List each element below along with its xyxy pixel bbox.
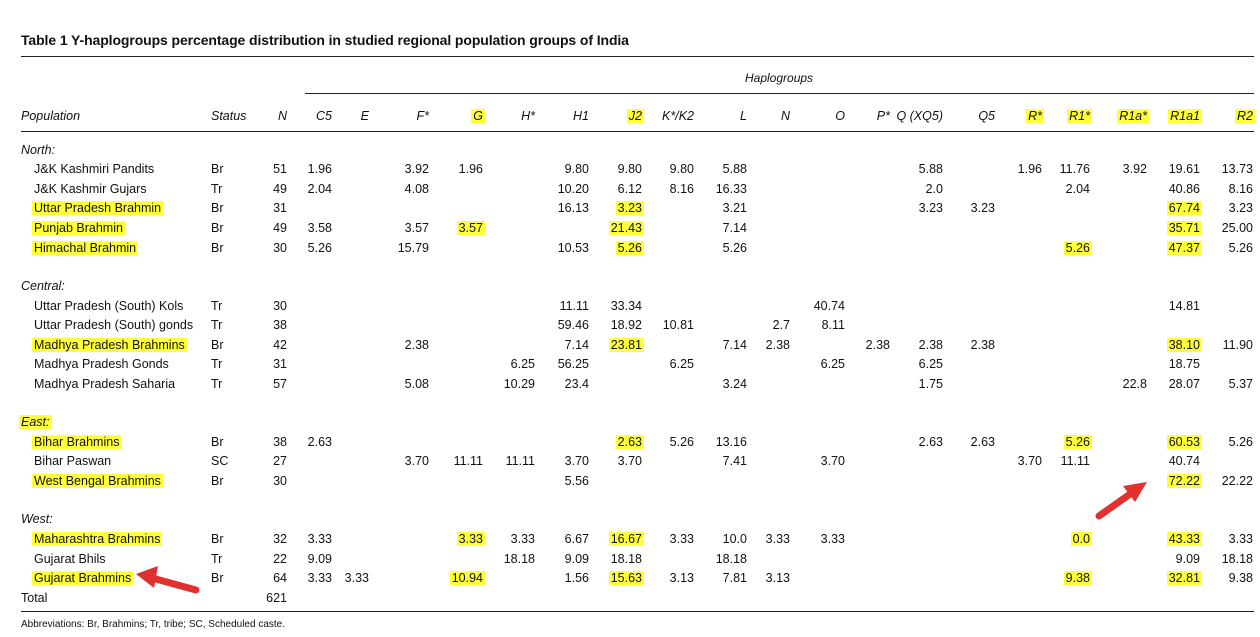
haplogroup-value: 5.88 [722, 162, 747, 176]
haplogroup-value: 6.25 [669, 357, 694, 371]
population-name: Uttar Pradesh (South) Kols [34, 299, 184, 313]
haplogroups-label: Haplogroups [745, 71, 814, 85]
haplogroup-value: 2.63 [307, 435, 332, 449]
total-n: 621 [266, 591, 287, 605]
status-value: Tr [211, 552, 223, 566]
haplogroup-value: 47.37 [1168, 241, 1200, 255]
header-rule [21, 131, 1254, 132]
status-value: Br [211, 221, 224, 235]
haplogroup-value: 25.00 [1221, 221, 1253, 235]
n-value: 38 [273, 318, 287, 332]
haplogroup-value: 5.26 [307, 241, 332, 255]
haplogroup-value: 11.11 [453, 454, 483, 468]
haplogroup-value: 9.80 [669, 162, 694, 176]
header-haplogroup: R* [1028, 109, 1042, 123]
haplogroup-value: 3.57 [404, 221, 429, 235]
status-value: Tr [211, 377, 223, 391]
haplogroup-value: 18.75 [1168, 357, 1200, 371]
haplogroup-value: 15.79 [397, 241, 429, 255]
haplogroup-value: 23.4 [564, 377, 589, 391]
haplogroup-value: 7.14 [722, 221, 747, 235]
section-label: North: [21, 143, 56, 157]
haplogroup-value: 18.18 [715, 552, 747, 566]
header-n: N [277, 109, 287, 123]
haplogroup-value: 3.33 [307, 532, 332, 546]
haplogroup-value: 6.25 [820, 357, 845, 371]
haplogroup-value: 2.7 [772, 318, 790, 332]
haplogroup-value: 33.34 [610, 299, 642, 313]
haplogroup-value: 1.96 [307, 162, 332, 176]
total-label: Total [21, 591, 48, 605]
haplogroup-value: 5.56 [564, 474, 589, 488]
haplogroup-value: 3.33 [1228, 532, 1253, 546]
haplogroup-value: 60.53 [1168, 435, 1200, 449]
haplogroup-value: 3.21 [722, 201, 747, 215]
haplogroup-value: 3.33 [765, 532, 790, 546]
haplogroup-value: 8.16 [669, 182, 694, 196]
haplogroup-value: 3.70 [1017, 454, 1042, 468]
haplogroup-value: 0.0 [1072, 532, 1090, 546]
haplogroup-value: 3.57 [458, 221, 483, 235]
haplogroup-value: 3.92 [1122, 162, 1147, 176]
population-name: Bihar Paswan [34, 454, 112, 468]
haplogroup-value: 3.24 [722, 377, 747, 391]
header-haplogroup: J2 [628, 109, 642, 123]
haplogroup-value: 16.67 [610, 532, 642, 546]
haplogroup-value: 3.33 [344, 571, 369, 585]
haplogroup-value: 10.29 [503, 377, 535, 391]
haplogroup-value: 59.46 [557, 318, 589, 332]
haplogroup-value: 18.18 [1221, 552, 1253, 566]
haplogroup-value: 9.80 [617, 162, 642, 176]
haplogroup-value: 2.38 [765, 338, 790, 352]
top-rule [21, 56, 1254, 57]
n-value: 38 [273, 435, 287, 449]
haplogroup-value: 6.25 [510, 357, 535, 371]
haplogroup-value: 3.58 [307, 221, 332, 235]
table-title: Table 1 Y-haplogroups percentage distribution in studied regional population groups of India [21, 32, 629, 48]
header-status: Status [211, 109, 247, 123]
haplogroup-value: 10.53 [557, 241, 589, 255]
population-name: Gujarat Brahmins [34, 571, 132, 585]
haplogroup-value: 13.73 [1221, 162, 1253, 176]
haplogroup-value: 1.96 [458, 162, 483, 176]
n-value: 30 [273, 241, 287, 255]
haplogroup-value: 3.23 [617, 201, 642, 215]
n-value: 32 [273, 532, 287, 546]
haplogroup-value: 10.0 [722, 532, 747, 546]
header-haplogroup: R2 [1237, 109, 1253, 123]
haplogroup-value: 10.20 [557, 182, 589, 196]
haplogroup-value: 28.07 [1168, 377, 1200, 391]
haplogroup-value: 2.63 [970, 435, 995, 449]
haplogroup-value: 6.12 [617, 182, 642, 196]
haplogroup-value: 32.81 [1168, 571, 1200, 585]
header-haplogroup: K*/K2 [662, 109, 694, 123]
haplogroup-value: 18.18 [503, 552, 535, 566]
population-name: Punjab Brahmin [34, 221, 123, 235]
haplogroup-value: 3.70 [564, 454, 589, 468]
status-value: Br [211, 201, 224, 215]
header-haplogroup: R1* [1069, 109, 1090, 123]
bottom-rule [21, 611, 1254, 612]
haplogroup-value: 38.10 [1168, 338, 1200, 352]
n-value: 49 [273, 182, 287, 196]
haplogroup-value: 6.67 [564, 532, 589, 546]
n-value: 57 [273, 377, 287, 391]
status-value: Br [211, 532, 224, 546]
section-label: West: [21, 512, 53, 526]
population-name: West Bengal Brahmins [34, 474, 161, 488]
haplogroup-value: 5.26 [669, 435, 694, 449]
population-name: J&K Kashmir Gujars [34, 182, 147, 196]
haplogroup-value: 8.16 [1228, 182, 1253, 196]
haplogroup-value: 3.23 [918, 201, 943, 215]
status-value: Tr [211, 357, 223, 371]
status-value: Tr [211, 318, 223, 332]
n-value: 31 [273, 357, 287, 371]
haplogroup-value: 5.26 [1228, 435, 1253, 449]
haplogroup-value: 3.33 [307, 571, 332, 585]
header-haplogroup: G [473, 109, 483, 123]
haplogroup-value: 23.81 [610, 338, 642, 352]
n-value: 51 [273, 162, 287, 176]
haplogroup-value: 22.8 [1122, 377, 1147, 391]
haplogroup-value: 7.14 [722, 338, 747, 352]
status-value: Br [211, 338, 224, 352]
n-value: 27 [273, 454, 287, 468]
haplogroup-value: 43.33 [1168, 532, 1200, 546]
haplogroup-value: 5.26 [1065, 241, 1090, 255]
haplogroup-value: 5.26 [1065, 435, 1090, 449]
haplogroup-value: 11.90 [1222, 338, 1253, 352]
haplogroup-value: 40.74 [813, 299, 845, 313]
header-haplogroup: H1 [573, 109, 589, 123]
haplogroup-value: 3.33 [820, 532, 845, 546]
haplogroup-value: 2.04 [1065, 182, 1090, 196]
haplogroup-value: 11.11 [505, 454, 535, 468]
haplogroup-value: 9.38 [1065, 571, 1090, 585]
haplogroup-value: 1.56 [564, 571, 589, 585]
haplogroup-value: 14.81 [1168, 299, 1200, 313]
haplogroup-value: 2.63 [918, 435, 943, 449]
haplogroup-value: 5.37 [1228, 377, 1253, 391]
haplogroup-value: 56.25 [557, 357, 589, 371]
haplogroup-value: 11.11 [559, 299, 589, 313]
haplogroup-value: 35.71 [1168, 221, 1200, 235]
haplogroup-value: 3.92 [404, 162, 429, 176]
haplogroup-value: 18.92 [610, 318, 642, 332]
haplogroup-value: 9.80 [564, 162, 589, 176]
haplogroups-rule [305, 93, 1254, 94]
haplogroup-value: 7.14 [564, 338, 589, 352]
haplogroup-value: 3.33 [669, 532, 694, 546]
haplogroup-value: 72.22 [1168, 474, 1200, 488]
haplogroup-value: 8.11 [821, 318, 845, 332]
population-name: Madhya Pradesh Gonds [34, 357, 169, 371]
haplogroup-value: 15.63 [610, 571, 642, 585]
haplogroup-value: 2.38 [404, 338, 429, 352]
haplogroup-value: 1.96 [1017, 162, 1042, 176]
population-name: J&K Kashmiri Pandits [34, 162, 155, 176]
haplogroup-value: 3.33 [510, 532, 535, 546]
n-value: 42 [273, 338, 287, 352]
haplogroup-value: 18.18 [610, 552, 642, 566]
header-haplogroup: E [360, 109, 369, 123]
n-value: 30 [273, 299, 287, 313]
status-value: Br [211, 474, 224, 488]
status-value: Br [211, 162, 224, 176]
haplogroup-value: 4.08 [404, 182, 429, 196]
header-haplogroup: P* [876, 109, 890, 123]
haplogroup-value: 3.70 [820, 454, 845, 468]
population-name: Uttar Pradesh Brahmin [34, 201, 162, 215]
haplogroup-value: 2.38 [865, 338, 890, 352]
haplogroup-value: 2.0 [925, 182, 943, 196]
header-haplogroup: N [780, 109, 790, 123]
status-value: Tr [211, 299, 223, 313]
haplogroup-value: 5.26 [1228, 241, 1253, 255]
population-name: Uttar Pradesh (South) gonds [34, 318, 194, 332]
header-haplogroup: L [740, 109, 747, 123]
haplogroup-value: 2.38 [970, 338, 995, 352]
n-value: 30 [273, 474, 287, 488]
haplogroup-value: 3.33 [458, 532, 483, 546]
haplogroup-value: 13.16 [715, 435, 747, 449]
n-value: 64 [273, 571, 287, 585]
haplogroup-value: 10.81 [662, 318, 694, 332]
haplogroup-value: 7.41 [722, 454, 747, 468]
header-haplogroup: Q (XQ5) [896, 109, 943, 123]
haplogroup-value: 10.94 [451, 571, 483, 585]
population-name: Madhya Pradesh Brahmins [34, 338, 185, 352]
section-label: Central: [21, 279, 65, 293]
header-haplogroup: R1a1 [1170, 109, 1200, 123]
header-haplogroup: C5 [316, 109, 332, 123]
haplogroup-value: 9.09 [307, 552, 332, 566]
haplogroup-value: 5.26 [617, 241, 642, 255]
status-value: SC [211, 454, 229, 468]
haplogroup-value: 3.70 [404, 454, 429, 468]
population-name: Maharashtra Brahmins [34, 532, 161, 546]
haplogroup-value: 21.43 [610, 221, 642, 235]
haplogroup-value: 19.61 [1168, 162, 1200, 176]
status-value: Br [211, 241, 224, 255]
arrow-icon-gujarat [134, 564, 200, 596]
n-value: 49 [273, 221, 287, 235]
header-haplogroup: Q5 [978, 109, 995, 123]
haplogroup-value: 3.23 [970, 201, 995, 215]
header-haplogroup: O [835, 109, 845, 123]
haplogroup-value: 1.75 [918, 377, 943, 391]
haplogroup-value: 2.63 [617, 435, 642, 449]
haplogroup-value: 3.23 [1228, 201, 1253, 215]
haplogroup-value: 2.04 [307, 182, 332, 196]
haplogroup-value: 5.88 [918, 162, 943, 176]
population-name: Gujarat Bhils [34, 552, 106, 566]
status-value: Tr [211, 182, 223, 196]
population-name: Madhya Pradesh Saharia [34, 377, 176, 391]
haplogroup-value: 5.26 [722, 241, 747, 255]
status-value: Br [211, 435, 224, 449]
n-value: 31 [273, 201, 287, 215]
arrow-icon-westbengal [1095, 476, 1155, 520]
status-value: Br [211, 571, 224, 585]
haplogroup-value: 6.25 [918, 357, 943, 371]
haplogroup-value: 3.13 [669, 571, 694, 585]
haplogroup-value: 22.22 [1221, 474, 1253, 488]
population-name: Himachal Brahmin [34, 241, 137, 255]
header-haplogroup: H* [521, 109, 535, 123]
haplogroup-value: 5.08 [404, 377, 429, 391]
n-value: 22 [273, 552, 287, 566]
haplogroup-value: 9.38 [1228, 571, 1253, 585]
header-haplogroup: R1a* [1119, 109, 1147, 123]
haplogroup-value: 67.74 [1168, 201, 1200, 215]
haplogroup-value: 11.11 [1060, 454, 1090, 468]
haplogroup-value: 2.38 [918, 338, 943, 352]
abbreviations-note: Abbreviations: Br, Brahmins; Tr, tribe; SC, Scheduled caste. [21, 619, 286, 630]
header-haplogroup: F* [416, 109, 429, 123]
section-label: East: [21, 415, 50, 429]
haplogroup-value: 16.33 [715, 182, 747, 196]
haplogroup-value: 3.13 [765, 571, 790, 585]
haplogroup-value: 40.86 [1168, 182, 1200, 196]
haplogroup-value: 9.09 [564, 552, 589, 566]
haplogroup-value: 16.13 [557, 201, 589, 215]
haplogroup-value: 9.09 [1175, 552, 1200, 566]
haplogroup-value: 3.70 [617, 454, 642, 468]
haplogroup-value: 11.76 [1059, 162, 1090, 176]
population-name: Bihar Brahmins [34, 435, 120, 449]
header-population: Population [21, 109, 81, 123]
haplogroup-value: 7.81 [722, 571, 747, 585]
haplogroup-value: 40.74 [1168, 454, 1200, 468]
